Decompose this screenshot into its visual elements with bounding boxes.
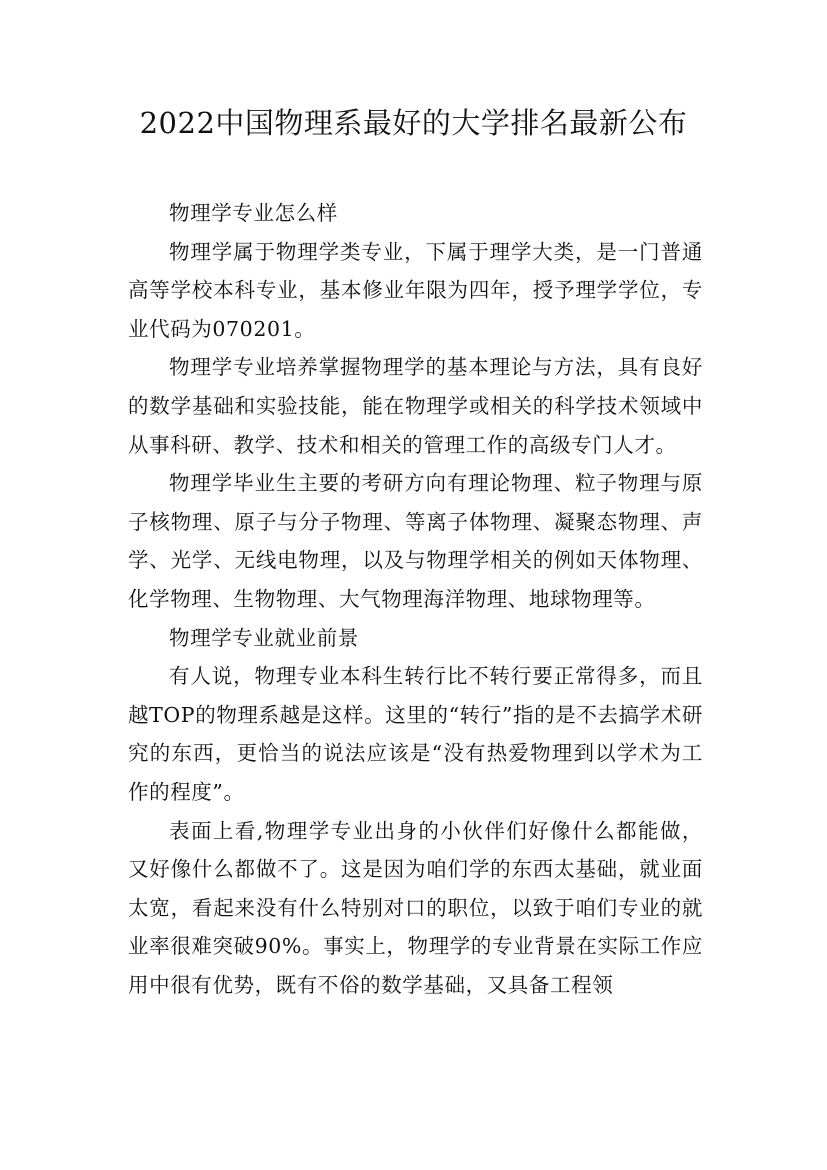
- paragraph: 有人说，物理专业本科生转行比不转行要正常得多，而且越TOP的物理系越是这样。这里的“转行”指的是不去搞学术研究的东西，更恰当的说法应该是“没有热爱物理到以学术为工作的程度”。: [128, 664, 703, 804]
- section-heading: 物理学专业怎么样: [169, 201, 338, 225]
- paragraph: 表面上看,物理学专业出身的小伙伴们好像什么都能做，又好像什么都做不了。这是因为咱们学的东西太基础，就业面太宽，看起来没有什么特别对口的职位，以致于咱们专业的就业率很难突破90%。事实上，物理学的专业背景在实际工作应用中很有优势，既有不俗的数学基础，又具备工程领: [128, 818, 703, 997]
- paragraph: 物理学专业培养掌握物理学的基本理论与方法，具有良好的数学基础和实验技能，能在物理学或相关的科学技术领域中从事科研、教学、技术和相关的管理工作的高级专门人才。: [128, 355, 703, 457]
- paragraph: 物理学毕业生主要的考研方向有理论物理、粒子物理与原子核物理、原子与分子物理、等离子体物理、凝聚态物理、声学、光学、无线电物理，以及与物理学相关的例如天体物理、化学物理、生物物理、大气物理海洋物理、地球物理等。: [128, 471, 703, 611]
- document-title: 2022中国物理系最好的大学排名最新公布: [139, 106, 688, 140]
- document-body: [128, 194, 703, 1004]
- paragraph: 物理学属于物理学类专业，下属于理学大类，是一门普通高等学校本科专业，基本修业年限为四年，授予理学学位，专业代码为070201。: [128, 239, 703, 341]
- section-heading: 物理学专业就业前景: [169, 625, 359, 650]
